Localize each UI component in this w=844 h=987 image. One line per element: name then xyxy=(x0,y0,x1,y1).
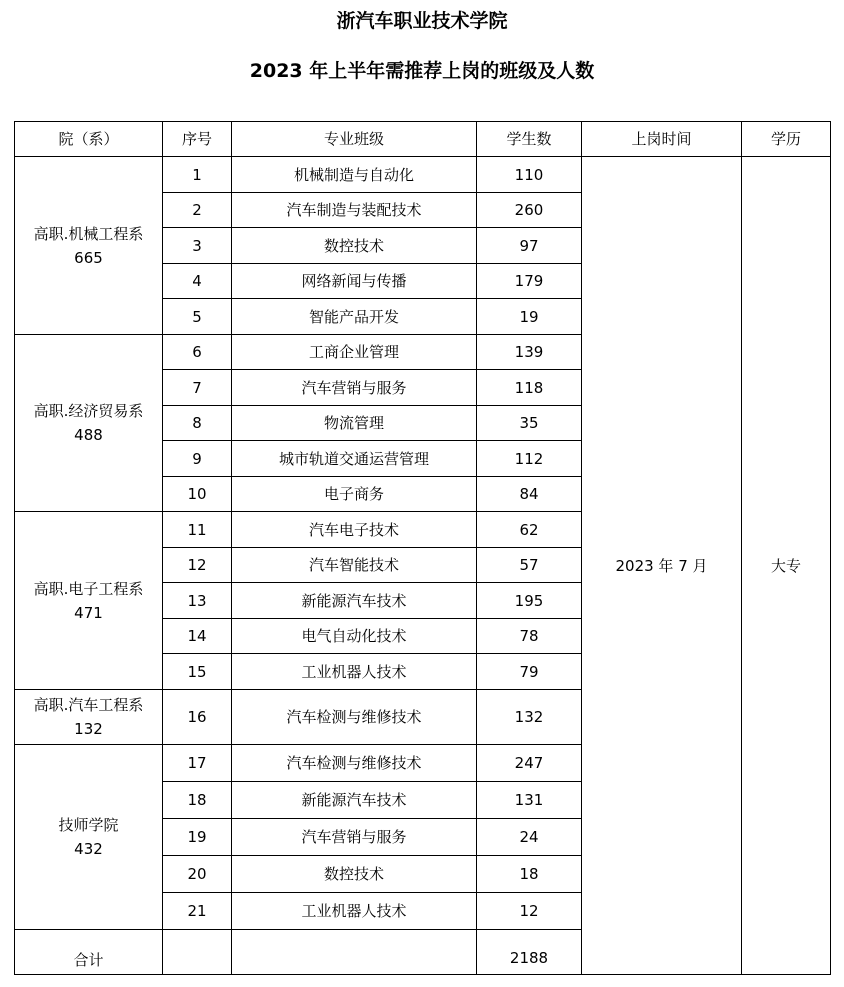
department-total: 471 xyxy=(74,603,103,622)
row-number: 17 xyxy=(163,745,232,782)
major-name: 汽车营销与服务 xyxy=(232,370,477,406)
row-number: 4 xyxy=(163,264,232,299)
row-number: 21 xyxy=(163,893,232,930)
department-name: 高职.机械工程系 xyxy=(33,224,144,243)
student-count: 78 xyxy=(477,619,582,654)
student-count: 18 xyxy=(477,856,582,893)
education-cell: 大专 xyxy=(742,157,831,975)
major-name: 汽车智能技术 xyxy=(232,548,477,583)
total-label: 合计 xyxy=(15,930,163,975)
col-header-start-time: 上岗时间 xyxy=(582,122,742,157)
major-name: 汽车检测与维修技术 xyxy=(232,745,477,782)
total-empty-major xyxy=(232,930,477,975)
row-number: 8 xyxy=(163,406,232,441)
table-row xyxy=(15,157,831,193)
student-count: 84 xyxy=(477,477,582,512)
student-count: 62 xyxy=(477,512,582,548)
row-number: 1 xyxy=(163,157,232,193)
major-name: 电气自动化技术 xyxy=(232,619,477,654)
major-name: 电子商务 xyxy=(232,477,477,512)
row-number: 12 xyxy=(163,548,232,583)
row-number: 11 xyxy=(163,512,232,548)
student-count: 19 xyxy=(477,299,582,335)
row-number: 6 xyxy=(163,335,232,370)
placement-table xyxy=(14,121,831,975)
department-name: 高职.电子工程系 xyxy=(33,579,144,598)
department-cell xyxy=(15,690,163,745)
student-count: 131 xyxy=(477,782,582,819)
student-count: 132 xyxy=(477,690,582,745)
total-value: 2188 xyxy=(477,930,582,975)
header-row xyxy=(15,122,831,157)
department-cell xyxy=(15,745,163,930)
major-name: 汽车检测与维修技术 xyxy=(232,690,477,745)
major-name: 城市轨道交通运营管理 xyxy=(232,441,477,477)
row-number: 19 xyxy=(163,819,232,856)
row-number: 9 xyxy=(163,441,232,477)
student-count: 24 xyxy=(477,819,582,856)
student-count: 118 xyxy=(477,370,582,406)
student-count: 195 xyxy=(477,583,582,619)
major-name: 汽车制造与装配技术 xyxy=(232,193,477,228)
student-count: 79 xyxy=(477,654,582,690)
major-name: 工业机器人技术 xyxy=(232,893,477,930)
major-name: 智能产品开发 xyxy=(232,299,477,335)
major-name: 工业机器人技术 xyxy=(232,654,477,690)
student-count: 57 xyxy=(477,548,582,583)
page-title: 浙汽车职业技术学院 xyxy=(336,10,508,32)
department-name: 技师学院 xyxy=(58,816,119,834)
col-header-major: 专业班级 xyxy=(232,122,477,157)
student-count: 110 xyxy=(477,157,582,193)
student-count: 12 xyxy=(477,893,582,930)
row-number: 20 xyxy=(163,856,232,893)
row-number: 18 xyxy=(163,782,232,819)
student-count: 247 xyxy=(477,745,582,782)
row-number: 13 xyxy=(163,583,232,619)
department-name: 高职.经济贸易系 xyxy=(33,402,144,420)
major-name: 机械制造与自动化 xyxy=(232,157,477,193)
col-header-department: 院（系） xyxy=(15,122,163,157)
row-number: 5 xyxy=(163,299,232,335)
major-name: 数控技术 xyxy=(232,228,477,264)
student-count: 260 xyxy=(477,193,582,228)
major-name: 新能源汽车技术 xyxy=(232,782,477,819)
row-number: 15 xyxy=(163,654,232,690)
row-number: 16 xyxy=(163,690,232,745)
col-header-education: 学历 xyxy=(742,122,831,157)
row-number: 3 xyxy=(163,228,232,264)
major-name: 汽车营销与服务 xyxy=(232,819,477,856)
department-name: 高职.汽车工程系 xyxy=(33,696,144,714)
department-total: 432 xyxy=(74,840,103,858)
major-name: 新能源汽车技术 xyxy=(232,583,477,619)
department-total: 665 xyxy=(74,248,103,267)
start-time-cell: 2023 年 7 月 xyxy=(582,157,742,975)
department-total: 488 xyxy=(74,426,103,444)
row-number: 2 xyxy=(163,193,232,228)
major-name: 数控技术 xyxy=(232,856,477,893)
student-count: 112 xyxy=(477,441,582,477)
department-cell xyxy=(15,335,163,512)
student-count: 139 xyxy=(477,335,582,370)
major-name: 工商企业管理 xyxy=(232,335,477,370)
page-subtitle: 2023 年上半年需推荐上岗的班级及人数 xyxy=(249,60,595,82)
total-empty-number xyxy=(163,930,232,975)
major-name: 物流管理 xyxy=(232,406,477,441)
student-count: 179 xyxy=(477,264,582,299)
row-number: 10 xyxy=(163,477,232,512)
department-cell xyxy=(15,512,163,690)
major-name: 网络新闻与传播 xyxy=(232,264,477,299)
row-number: 14 xyxy=(163,619,232,654)
department-total: 132 xyxy=(74,720,103,738)
major-name: 汽车电子技术 xyxy=(232,512,477,548)
student-count: 35 xyxy=(477,406,582,441)
department-cell xyxy=(15,157,163,335)
col-header-student-count: 学生数 xyxy=(477,122,582,157)
student-count: 97 xyxy=(477,228,582,264)
col-header-number: 序号 xyxy=(163,122,232,157)
row-number: 7 xyxy=(163,370,232,406)
